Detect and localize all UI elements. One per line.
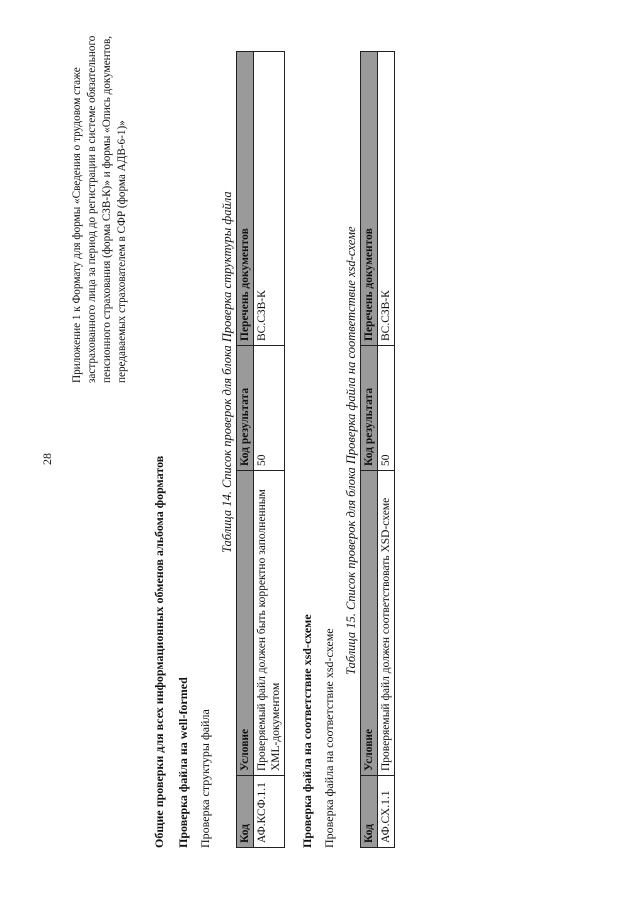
wellformed-subtext: Проверка структуры файла bbox=[198, 709, 212, 848]
cell-condition: Проверяемый файл должен быть корректно заполненным XML-документом bbox=[254, 471, 285, 776]
cell-code: АФ.СХ.1.1 bbox=[378, 776, 395, 848]
table-15 bbox=[360, 51, 395, 848]
wellformed-heading: Проверка файла на well-formed bbox=[176, 677, 190, 848]
col-header-result: Код результата bbox=[361, 346, 378, 471]
xsd-subtext: Проверка файла на соответствие xsd-схеме bbox=[322, 628, 336, 848]
cell-code: АФ.КСФ.1.1 bbox=[254, 776, 285, 848]
col-header-code: Код bbox=[237, 776, 254, 848]
cell-docs: ВС.СЗВ-К bbox=[378, 52, 395, 346]
col-header-docs: Перечень документов bbox=[361, 52, 378, 346]
section-title: Общие проверки для всех информационных обменов альбома форматов bbox=[152, 455, 166, 848]
table-header-row bbox=[361, 52, 378, 848]
table15-caption: Таблица 15. Список проверок для блока Проверка файла на соответствие xsd-схеме bbox=[344, 226, 358, 675]
xsd-heading: Проверка файла на соответствие xsd-схеме bbox=[300, 614, 314, 848]
cell-docs: ВС.СЗВ-К bbox=[254, 52, 285, 346]
appendix-note: Приложение 1 к Формату для формы «Сведения о трудовом стаже застрахованного лица за период до регистрации в системе обязательного пенсионного страхования (форма СЗВ-К)» и формы «Опись документов, передаваемых страхователем в СФР (форма АДВ-6-1)» bbox=[71, 35, 128, 383]
col-header-condition: Условие bbox=[237, 471, 254, 776]
table-header-row bbox=[237, 52, 254, 848]
col-header-condition: Условие bbox=[361, 471, 378, 776]
table-row bbox=[254, 52, 285, 848]
col-header-result: Код результата bbox=[237, 346, 254, 471]
page-number: 28 bbox=[40, 453, 54, 465]
table-row bbox=[378, 52, 395, 848]
col-header-code: Код bbox=[361, 776, 378, 848]
cell-condition: Проверяемый файл должен соответствовать XSD-схеме bbox=[378, 471, 395, 776]
cell-result: 50 bbox=[378, 346, 395, 471]
cell-result: 50 bbox=[254, 346, 285, 471]
table14-caption: Таблица 14. Список проверок для блока Проверка структуры файла bbox=[220, 191, 234, 553]
table-14 bbox=[236, 51, 285, 848]
col-header-docs: Перечень документов bbox=[237, 52, 254, 346]
